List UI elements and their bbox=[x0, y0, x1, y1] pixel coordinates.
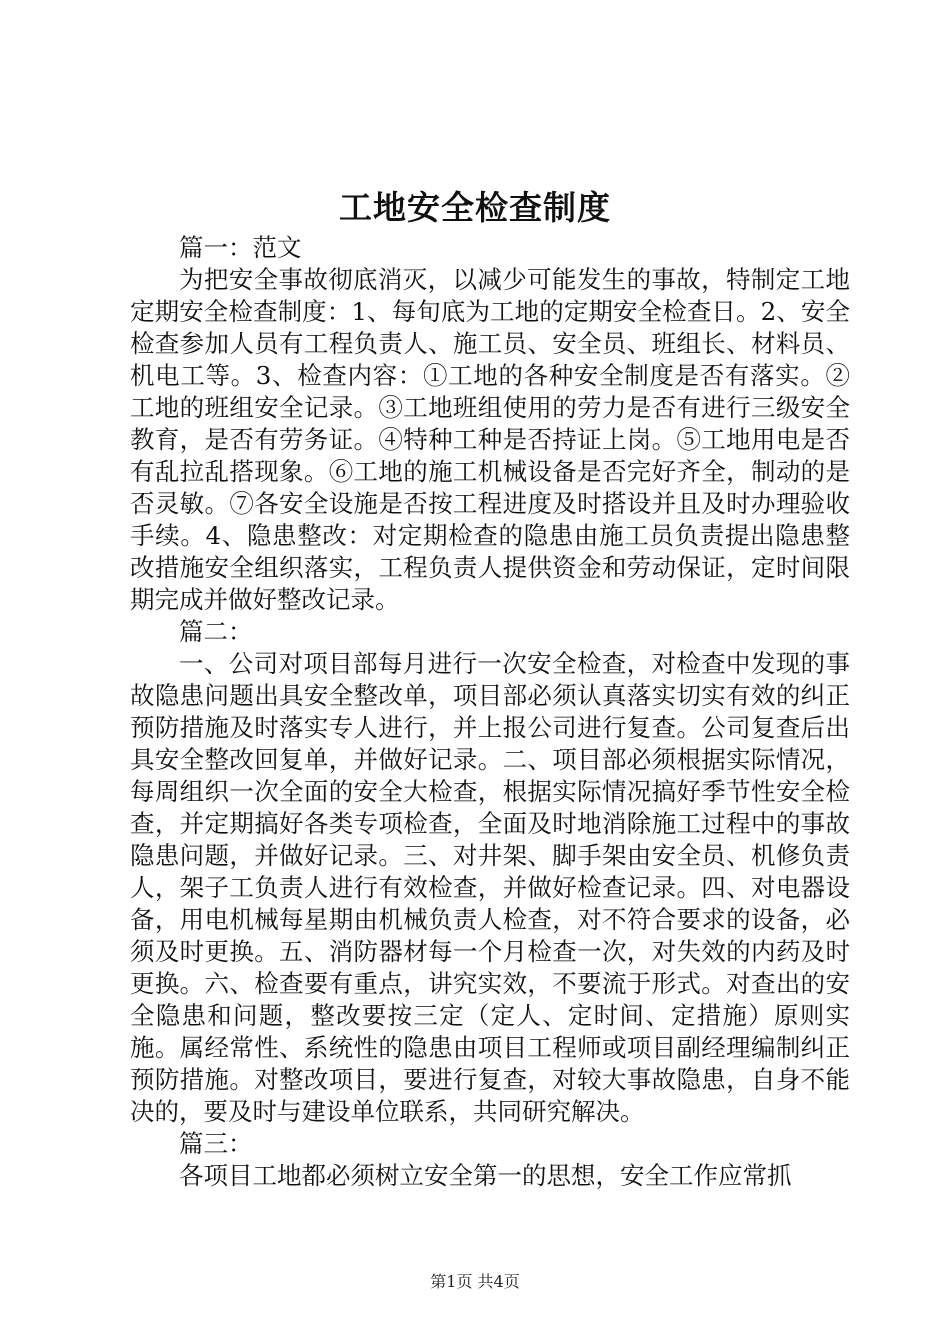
document-body bbox=[130, 232, 850, 1192]
section-paragraph-3: 各项目工地都必须树立安全第一的思想，安全工作应常抓 bbox=[179, 1161, 792, 1190]
page-number-footer: 第1页 共4页 bbox=[430, 1272, 520, 1291]
section-heading-3: 篇三： bbox=[179, 1129, 253, 1158]
section-heading-1: 篇一：范文 bbox=[179, 233, 302, 262]
section-heading-2: 篇二： bbox=[179, 617, 253, 646]
page-title: 工地安全检查制度 bbox=[339, 188, 611, 227]
section-paragraph-1: 为把安全事故彻底消灭，以减少可能发生的事故，特制定工地定期安全检查制度：1、每旬底为工地的定期安全检查日。2、安全检查参加人员有工程负责人、施工员、安全员、班组长、材料员、机电工等。3、检查内容：①工地的各种安全制度是否有落实。②工地的班组安全记录。③工地班组使用的劳力是否有进行三级安全教育，是否有劳务证。④特种工种是否持证上岗。⑤工地用电是否有乱拉乱搭现象。⑥工地的施工机械设备是否完好齐全，制动的是否灵敏。⑦各安全设施是否按工程进度及时搭设并且及时办理验收手续。4、隐患整改：对定期检查的隐患由施工员负责提出隐患整改措施安全组织落实，工程负责人提供资金和劳动保证，定时间限期完成并做好整改记录。 bbox=[130, 265, 850, 614]
section-paragraph-2: 一、公司对项目部每月进行一次安全检查，对检查中发现的事故隐患问题出具安全整改单，项目部必须认真落实切实有效的纠正预防措施及时落实专人进行，并上报公司进行复查。公司复查后出具安全整改回复单，并做好记录。二、项目部必须根据实际情况，每周组织一次全面的安全大检查，根据实际情况搞好季节性安全检查，并定期搞好各类专项检查，全面及时地消除施工过程中的事故隐患问题，并做好记录。三、对井架、脚手架由安全员、机修负责人，架子工负责人进行有效检查，并做好检查记录。四、对电器设备，用电机械每星期由机械负责人检查，对不符合要求的设备，必须及时更换。五、消防器材每一个月检查一次，对失效的内药及时更换。六、检查要有重点，讲究实效，不要流于形式。对查出的安全隐患和问题，整改要按三定（定人、定时间、定措施）原则实施。属经常性、系统性的隐患由项目工程师或项目副经理编制纠正预防措施。对整改项目，要进行复查，对较大事故隐患，自身不能决的，要及时与建设单位联系，共同研究解决。 bbox=[130, 649, 850, 1126]
